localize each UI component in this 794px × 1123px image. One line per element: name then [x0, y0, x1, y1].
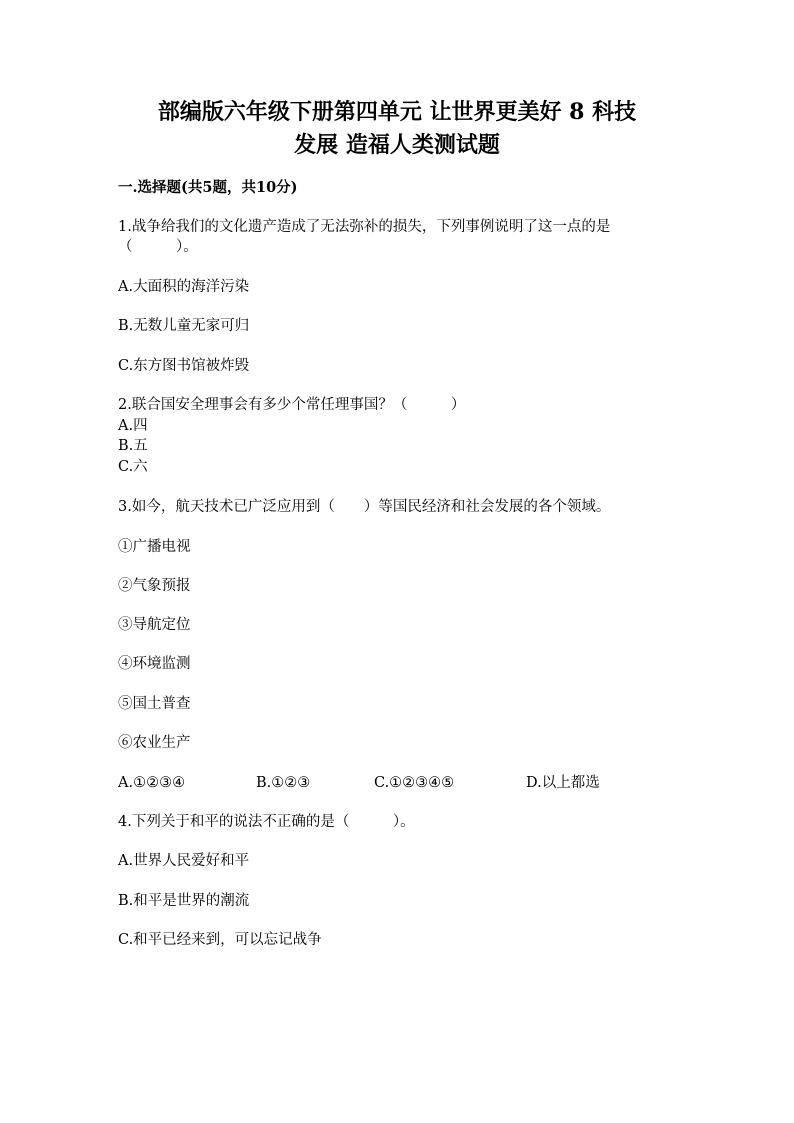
question-3-options-row	[118, 773, 678, 793]
question-1-option-c: C.东方图书馆被炸毁	[118, 358, 250, 374]
question-3-item-5: ⑤国土普查	[118, 696, 191, 712]
question-3-option-b: B.①②③	[256, 775, 311, 791]
page-title-line2: 发展 造福人类测试题	[294, 132, 500, 158]
question-3-option-c: C.①②③④⑤	[374, 775, 455, 791]
question-3-item-6: ⑥农业生产	[118, 735, 191, 751]
question-3-item-3: ③导航定位	[118, 617, 191, 633]
question-1-stem-line1: 1.战争给我们的文化遗产造成了无法弥补的损失，下列事例说明了这一点的是	[118, 219, 611, 235]
question-1-option-a: A.大面积的海洋污染	[118, 279, 250, 295]
question-4-option-a: A.世界人民爱好和平	[118, 853, 250, 869]
question-4-stem: 4.下列关于和平的说法不正确的是（ ）。	[118, 814, 415, 830]
question-3-option-d: D.以上都选	[526, 775, 600, 791]
question-3-item-1: ①广播电视	[118, 539, 191, 555]
section-heading: 一.选择题(共5题，共10分)	[118, 179, 298, 196]
question-4-option-c: C.和平已经来到，可以忘记战争	[118, 932, 322, 948]
question-1-option-b: B.无数儿童无家可归	[118, 318, 250, 334]
page-title-line1: 部编版六年级下册第四单元 让世界更美好 8 科技	[157, 99, 637, 125]
question-3-option-a: A.①②③④	[118, 775, 186, 791]
question-2-stem: 2.联合国安全理事会有多少个常任理事国？（ ）	[118, 397, 466, 413]
question-3-item-4: ④环境监测	[118, 656, 191, 672]
question-1-stem-line2: （ ）。	[118, 239, 198, 255]
question-3-item-2: ②气象预报	[118, 578, 191, 594]
question-2-option-b: B.五	[118, 438, 148, 454]
question-4-option-b: B.和平是世界的潮流	[118, 893, 250, 909]
question-2-option-c: C.六	[118, 459, 148, 475]
question-3-stem: 3.如今，航天技术已广泛应用到（ ）等国民经济和社会发展的各个领域。	[118, 499, 611, 515]
question-2-option-a: A.四	[118, 418, 148, 434]
